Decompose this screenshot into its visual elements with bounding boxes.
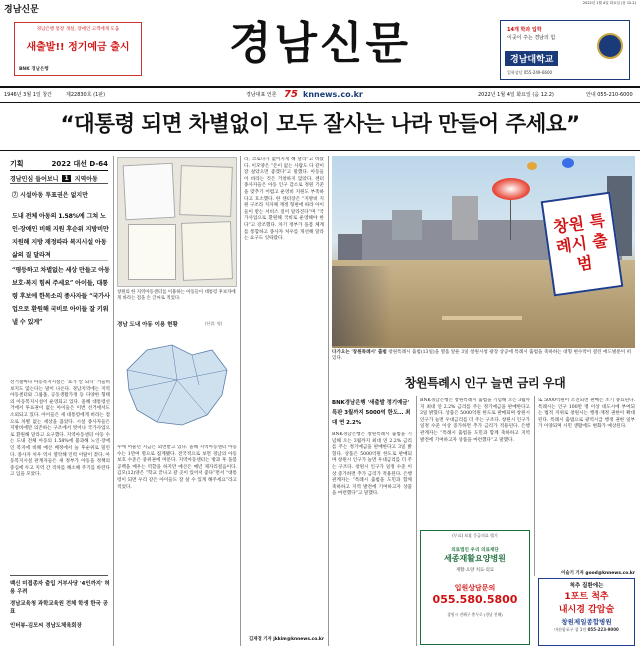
section-label: 기획 [10, 160, 24, 168]
issue-bar [0, 89, 640, 101]
photo-caption-right [332, 350, 635, 362]
series-right: 지역아동 [74, 176, 98, 183]
slogan: 경남대표 언론 [246, 92, 277, 98]
left-body-text: 선거철마다 아동복지시설은 ‘표가 안 되니’ 거들떠보지도 않는다는 말이 나온다. 경남지역에는 지역아동센터와 그룹홈, 공동생활가정 등 다양한 형태의 아동복지시설이 운영되고 있다. 올해 대통령선거에서 투표권이 없는 아이들은 이번 선거에서도 소외되고 있다. 아이들은 새 대통령에게 바라는 점으로 차별 없는 세상을 꼽았다. 시설 종사자들은 지방비에만 의존하는 구조에서 벗어나 국가사업으로 환원해 달라고 요구했다. 지역아동센터 아동 수는 도내 전체 아동의 1.58%에 불과해 노인·장애인 복지에 비해 예산 배정에서 늘 후순위로 밀린다. 종사자 처우 역시 열악해 인력 이탈이 잦다. 아동복지시설 관계자들은 새 정부가 아동을 정책의 중심에 두고 지역 간 격차를 해소해 주기를 바란다고 입을 모았다. [10, 380, 110, 478]
banner-text: 창원 특례시 출범 [552, 210, 609, 274]
right-ad-line2: 이곳이 주는 경남의 힘 [507, 35, 556, 41]
right-body-far-text: 또 5000억원이 소진되면 판매는 조기 종료된다. 특례시는 인구 100만 명 이상 대도시에 부여되는 법적 지위로 창원시는 행정·재정 권한이 확대된다. 특례시 출범으로 광역시급 행정 권한 일부가 이양되며 시민 생활에도 변화가 예상된다. [538, 398, 635, 430]
issue-number: 제22830호 (1판) [66, 92, 106, 98]
quote-one: ⑦ 시설아동 투표권은 없지만 [12, 192, 89, 199]
left-ad-footer: BNK 경남은행 [19, 67, 49, 72]
sub-headline: 창원특례시 인구 늘면 금리 우대 [404, 376, 566, 390]
chart-title: 경남 도내 아동 이용 현황 [117, 322, 178, 328]
right-body-mid-text: BNK경남은행은 창원특례시 출범을 기념해 오는 3월까지 최대 연 2.2% 금리를 주는 정기예금을 판매한다고 3일 밝혔다. 상품은 5000억원 한도로 판매되며 창원시 인구가 늘면 우대금리를 더 주는 구조다. 창원시 인구가 일정 수준 이상 증가하면 추가 금리가 적용된다. 은행 관계자는 “특례시 출범을 도민과 함께 축하하고 지역 발전에 기여하고자 상품을 마련했다”고 말했다. [420, 398, 530, 443]
balloon-icon [492, 178, 530, 200]
mid-body-two-text: 라, 코로나가 없어지게 해 달라”고 바랐다. 이모양은 “돈이 없는 사람도 다 같이 잘 살았으면 좋겠다”고 말했다. 아동들이 바라는 것은 거창하지 않았다. 센터 종사자들은 아동 인구 감소로 정원 기준을 맞추기 어렵고 운영비 지원도 부족하다고 호소했다. 한 센터장은 “지방비 지원 구조라 지자체 재정 형편에 따라 아이들이 받는 서비스 질이 달라진다”며 “국가사업으로 환원해 국비로 운영해야 한다”고 강조했다. 차기 정부가 돌봄 체계를 통합하고 종사자 처우를 개선해 달라는 요구도 잇따랐다. [244, 157, 324, 242]
children-notes-photo [117, 157, 237, 287]
series-left: 경남민심 들어보니 [10, 176, 59, 183]
right-body-mid [420, 398, 530, 528]
gyeongnam-map [117, 330, 237, 440]
rehab-ad-address: 창원시 진해구 충무로 (경남 진해) [447, 612, 503, 617]
city-hall-photo [332, 156, 635, 348]
info-phone: 안내 055-210-6000 [586, 92, 633, 98]
left-body [10, 380, 110, 572]
right-body-far [538, 398, 635, 568]
dday-label: 2022 대선 D-64 [51, 160, 108, 168]
right-ad-phone: 입학상담 055-249-6600 [507, 70, 553, 75]
years-badge: 75 [284, 89, 298, 100]
rehab-hospital-ad[interactable] [420, 530, 530, 645]
right-ad-line1: 14개 학과 입학 [507, 27, 542, 33]
quote-two: 도내 전체 아동의 1.58%에 그쳐 노인·장애인 비해 지원 후순위 지방비만 지원해 지방 재정따라 복지시설 아동 삶의 질 달라져 [12, 213, 109, 259]
left-ad-headline: 새출발!! 정기예금 출시 [26, 42, 130, 53]
issue-date: 2022년 1월 4일 화요일 (음 12.2) [478, 92, 554, 98]
main-headline: “대통령 되면 차별없이 모두 잘사는 나라 만들어 주세요” [60, 112, 580, 137]
founded-date: 1946년 3월 1일 창간 [4, 92, 53, 98]
mid-body-one-text: 우에 머물던 지금은 외면받고 있다. 올해 지역아동센터 아동 수는 1만여 명으로 집계됐다. 전국적으로 보면 경남의 아동 보호 수준은 중위권에 머문다. 지역아동센터는 방과 후 돌봄 공백을 메우는 역할을 하지만 예산은 매년 제자리걸음이다. 김모(12)양은 “학교 끝나고 갈 곳이 있어서 좋다”면서 “대통령이 되면 우리 같은 아이들도 잘 살 수 있게 해주세요”라고 적었다. [117, 445, 237, 490]
spine-ad-top: 척추 질환에는 [569, 583, 604, 589]
promo-two[interactable]: 경남교육청 과학교육원 전체 학생 한국 공표 [10, 601, 108, 615]
spine-ad-phone[interactable]: 055-223-9000 [587, 627, 619, 632]
quote-three: “평등하고 차별없는 세상 만들고 아동 보호·복지 힘써 주세요” 아이들, 대통령 후보에 한목소리 종사자들 “국가사업으로 환원해 국비로 아이들 잘 키워낼 수 있게” [12, 267, 110, 326]
right-byline: 이슬기 기자 good@knnews.co.kr [561, 571, 635, 576]
right-ad-brand: 경남대학교 [505, 51, 558, 66]
corner-date: 2022년 1월 4일 화요일 (음 12.2) [582, 1, 636, 5]
spine-ad-addr-phone [539, 627, 634, 633]
rehab-ad-phone[interactable]: 055.580.5800 [432, 593, 518, 606]
rehab-ad-name: 세종재활요양병원 [444, 554, 506, 563]
right-body-text: BNK경남은행은 창원특례시 출범을 기념해 오는 3월까지 최대 연 2.2% 금리를 주는 정기예금을 판매한다고 3일 밝혔다. 상품은 5000억원 한도로 판매되며 창원시 인구가 늘면 우대금리를 더 주는 구조다. 창원시 인구가 일정 수준 이상 증가하면 추가 금리가 적용된다. 은행 관계자는 “특례시 출범을 도민과 함께 축하하고 지역 발전에 기여하고자 상품을 마련했다”고 말했다. [332, 432, 412, 497]
chart-unit: (단위: 명) [205, 321, 223, 326]
site-link[interactable]: knnews.co.kr [303, 90, 363, 99]
mid-body-one [117, 445, 237, 640]
mid-body-two [244, 157, 324, 632]
spine-ad-addr: 마산합포구 창 1인 [554, 627, 587, 632]
rehab-ad-top: (무료) 보훈 응급의료 헬기 [452, 533, 498, 538]
spine-hospital-ad[interactable] [538, 578, 635, 646]
left-ad-line1: 경남은행 통장 개설, 장애인 고객에게 도움 [36, 27, 120, 32]
photo-caption: 창원의 한 지역아동센터를 이용하는 아동들이 대통령 후보자에게 바라는 점을 손 글씨로 적었다. [117, 290, 236, 301]
series-number: 1 [64, 175, 69, 182]
spine-ad-line2: 내시경 감압술 [558, 605, 615, 615]
banner-sign [541, 192, 624, 297]
mid-byline: 김재경 기자 jkkim@knnews.co.kr [249, 637, 324, 642]
rehab-ad-phone-label: 입원상담문의 [454, 584, 496, 592]
university-emblem-icon [597, 33, 623, 59]
masthead-title: 경남신문 [228, 18, 411, 69]
promo-one[interactable]: 백신 미접종자 출입 거부사당 '4인까지' 허용 우려 [10, 581, 110, 595]
right-ad[interactable] [500, 20, 630, 80]
left-ad[interactable] [14, 22, 142, 76]
sub-lead: BNK경남은행 '새출발 정기예금' 특판 3월까지 5000억 한도… 최대 연 2.2% [332, 400, 411, 426]
small-logo: 경남신문 [4, 5, 39, 15]
election-box [10, 159, 108, 183]
right-body [332, 432, 412, 582]
spine-ad-line1: 1포트 척추 [564, 592, 609, 602]
photo-caption-text: 창원특례시 출범(13일)을 열흘 앞둔 3일 창원시청 광장 상공에 특례시 출범을 축하하는 대형 현수막이 걸린 애드벌룬이 떠 있다. [332, 350, 632, 362]
spine-ad-hospital: 창원제일종합병원 [561, 618, 612, 626]
promo-three[interactable]: 인터뷰-김모씨 경남도체육회장 [10, 623, 82, 629]
rehab-ad-small: 의료법인 우리 의료재단 [451, 548, 499, 553]
rehab-ad-tags: 재활·요양 치료·의료 [455, 568, 495, 573]
photo-caption-label: 다가오는 '창원특례시' 출범 [332, 350, 387, 355]
